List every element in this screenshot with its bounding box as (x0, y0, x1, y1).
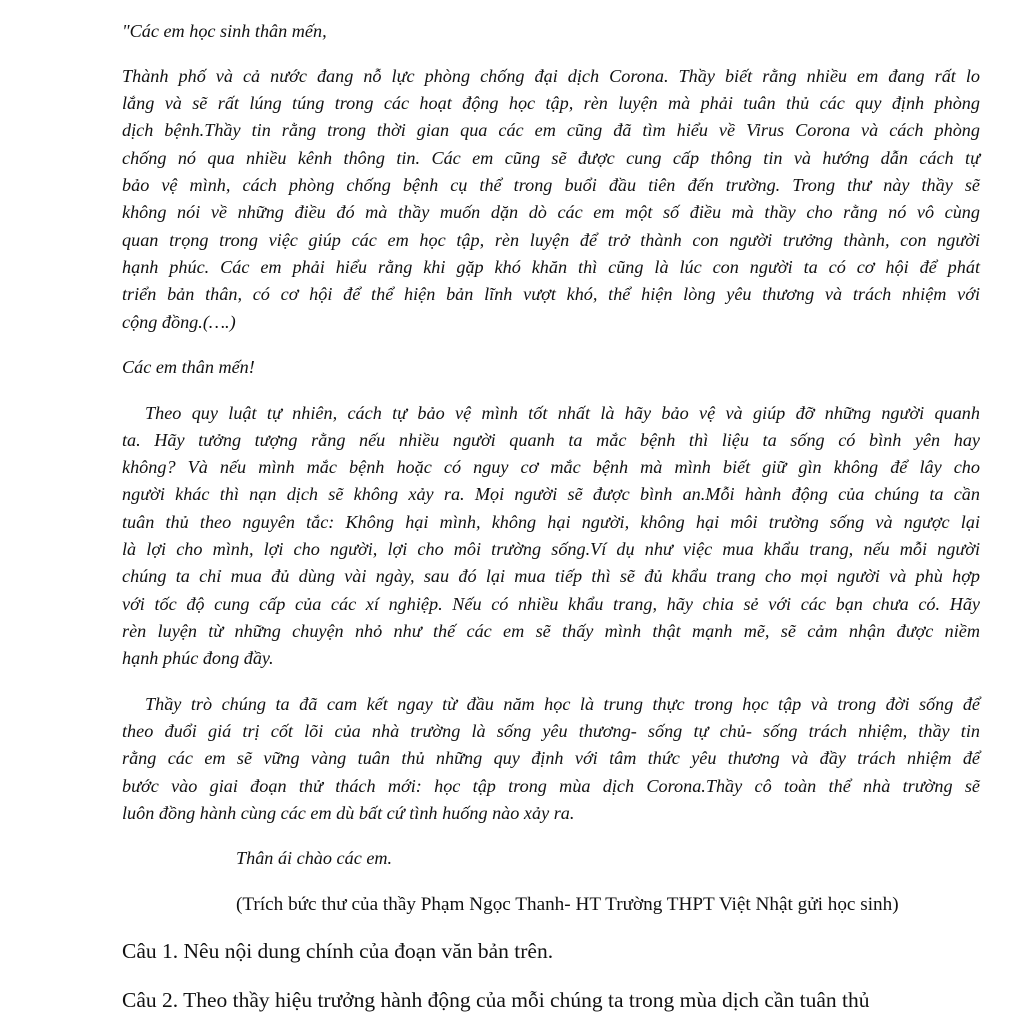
paragraph3-line: Thầy trò chúng ta đã cam kết ngay từ đầu năm học là trung thực trong học tập và trong đời sống để (145, 694, 980, 714)
paragraph1-line: chống nó qua nhiều kênh thông tin. Các em cũng sẽ được cung cấp thông tin và hướng dẫn cách tự (122, 148, 980, 168)
paragraph1-line: hạnh phúc. Các em phải hiểu rằng khi gặp khó khăn thì cũng là lúc con người ta có cơ hội để phát (122, 257, 980, 277)
paragraph2-line: chúng ta chỉ mua đủ dùng vài ngày, sau đó lại mua tiếp thì sẽ đủ khẩu trang cho mọi người và phù hợp (122, 566, 980, 586)
paragraph2-line: rèn luyện từ những chuyện nhỏ như thế các em sẽ thấy mình thật mạnh mẽ, sẽ cảm nhận được niềm (122, 621, 980, 641)
paragraph2-line: ta. Hãy tưởng tượng rằng nếu nhiều người quanh ta mắc bệnh thì liệu ta sống có bình yên hay (122, 430, 980, 450)
paragraph1-line: triển bản thân, có cơ hội để thể hiện bản lĩnh vượt khó, thể hiện lòng yêu thương và trách nhiệm với (122, 284, 980, 304)
paragraph2-line: không? Và nếu mình mắc bệnh hoặc có nguy cơ mắc bệnh mà mình biết giữ gìn không để lây cho (122, 457, 980, 477)
question-1: Câu 1. Nêu nội dung chính của đoạn văn bản trên. (122, 939, 554, 963)
paragraph3-line: theo đuổi giá trị cốt lõi của nhà trường là sống yêu thương- sống tự chủ- sống trách nhiệm, thầy tin (122, 721, 980, 741)
letter-closing: Thân ái chào các em. (236, 848, 393, 868)
paragraph1-line: cộng đồng.(….) (122, 312, 236, 332)
paragraph2-line: tuân thủ theo nguyên tắc: Không hại mình, không hại người, không hại môi trường sống và ngược lại (122, 512, 980, 532)
paragraph1-line: lắng và sẽ rất lúng túng trong các hoạt động học tập, rèn luyện mà phải tuân thủ các quy định phòng (122, 93, 980, 113)
letter-greeting: "Các em học sinh thân mến, (122, 21, 327, 41)
paragraph1-line: dịch bệnh.Thầy tin rằng trong thời gian qua các em cũng đã tìm hiểu về Virus Corona và cách phòng (122, 120, 980, 140)
paragraph2-line: Theo quy luật tự nhiên, cách tự bảo vệ mình tốt nhất là hãy bảo vệ và giúp đỡ những người quanh (145, 403, 980, 423)
paragraph3-line: bước vào giai đoạn thử thách mới: học tập trong mùa dịch Corona.Thầy cô toàn thể nhà trường sẽ (122, 776, 980, 796)
paragraph1-line: không nói về những điều đó mà thầy muốn dặn dò các em một số điều mà thầy cho rằng nó vô cùng (122, 202, 980, 222)
letter-salutation: Các em thân mến! (122, 357, 255, 377)
question-2: Câu 2. Theo thầy hiệu trưởng hành động của mỗi chúng ta trong mùa dịch cần tuân thủ (122, 988, 870, 1012)
paragraph3-line: rằng các em sẽ vững vàng tuân thủ những quy định với tâm thức yêu thương và đầy trách nhiệm để (122, 748, 980, 768)
paragraph1-line: Thành phố và cả nước đang nỗ lực phòng chống đại dịch Corona. Thầy biết rằng nhiều em đang rất lo (122, 66, 980, 86)
paragraph2-line: người khác thì nạn dịch sẽ không xảy ra. Mọi người sẽ được bình an.Mỗi hành động của chúng ta cần (122, 484, 980, 504)
paragraph1-line: quan trọng trong việc giúp các em học tập, rèn luyện để trở thành con người trưởng thành, con người (122, 230, 980, 250)
paragraph2-line: là lợi cho mình, lợi cho người, lợi cho môi trường sống.Ví dụ như việc mua khẩu trang, nếu mỗi người (122, 539, 980, 559)
paragraph2-line: với tốc độ cung cấp của các xí nghiệp. Nếu có nhiều khẩu trang, hãy chia sẻ với các bạn chưa có. Hãy (122, 594, 980, 614)
paragraph3-line: luôn đồng hành cùng các em dù bất cứ tình huống nào xảy ra. (122, 803, 575, 823)
paragraph1-line: bảo vệ mình, cách phòng chống bệnh cụ thể trong buổi đầu tiên đến trường. Trong thư này thầy sẽ (122, 175, 980, 195)
paragraph2-line: hạnh phúc đong đầy. (122, 648, 274, 668)
letter-source: (Trích bức thư của thầy Phạm Ngọc Thanh- HT Trường THPT Việt Nhật gửi học sinh) (236, 894, 899, 915)
